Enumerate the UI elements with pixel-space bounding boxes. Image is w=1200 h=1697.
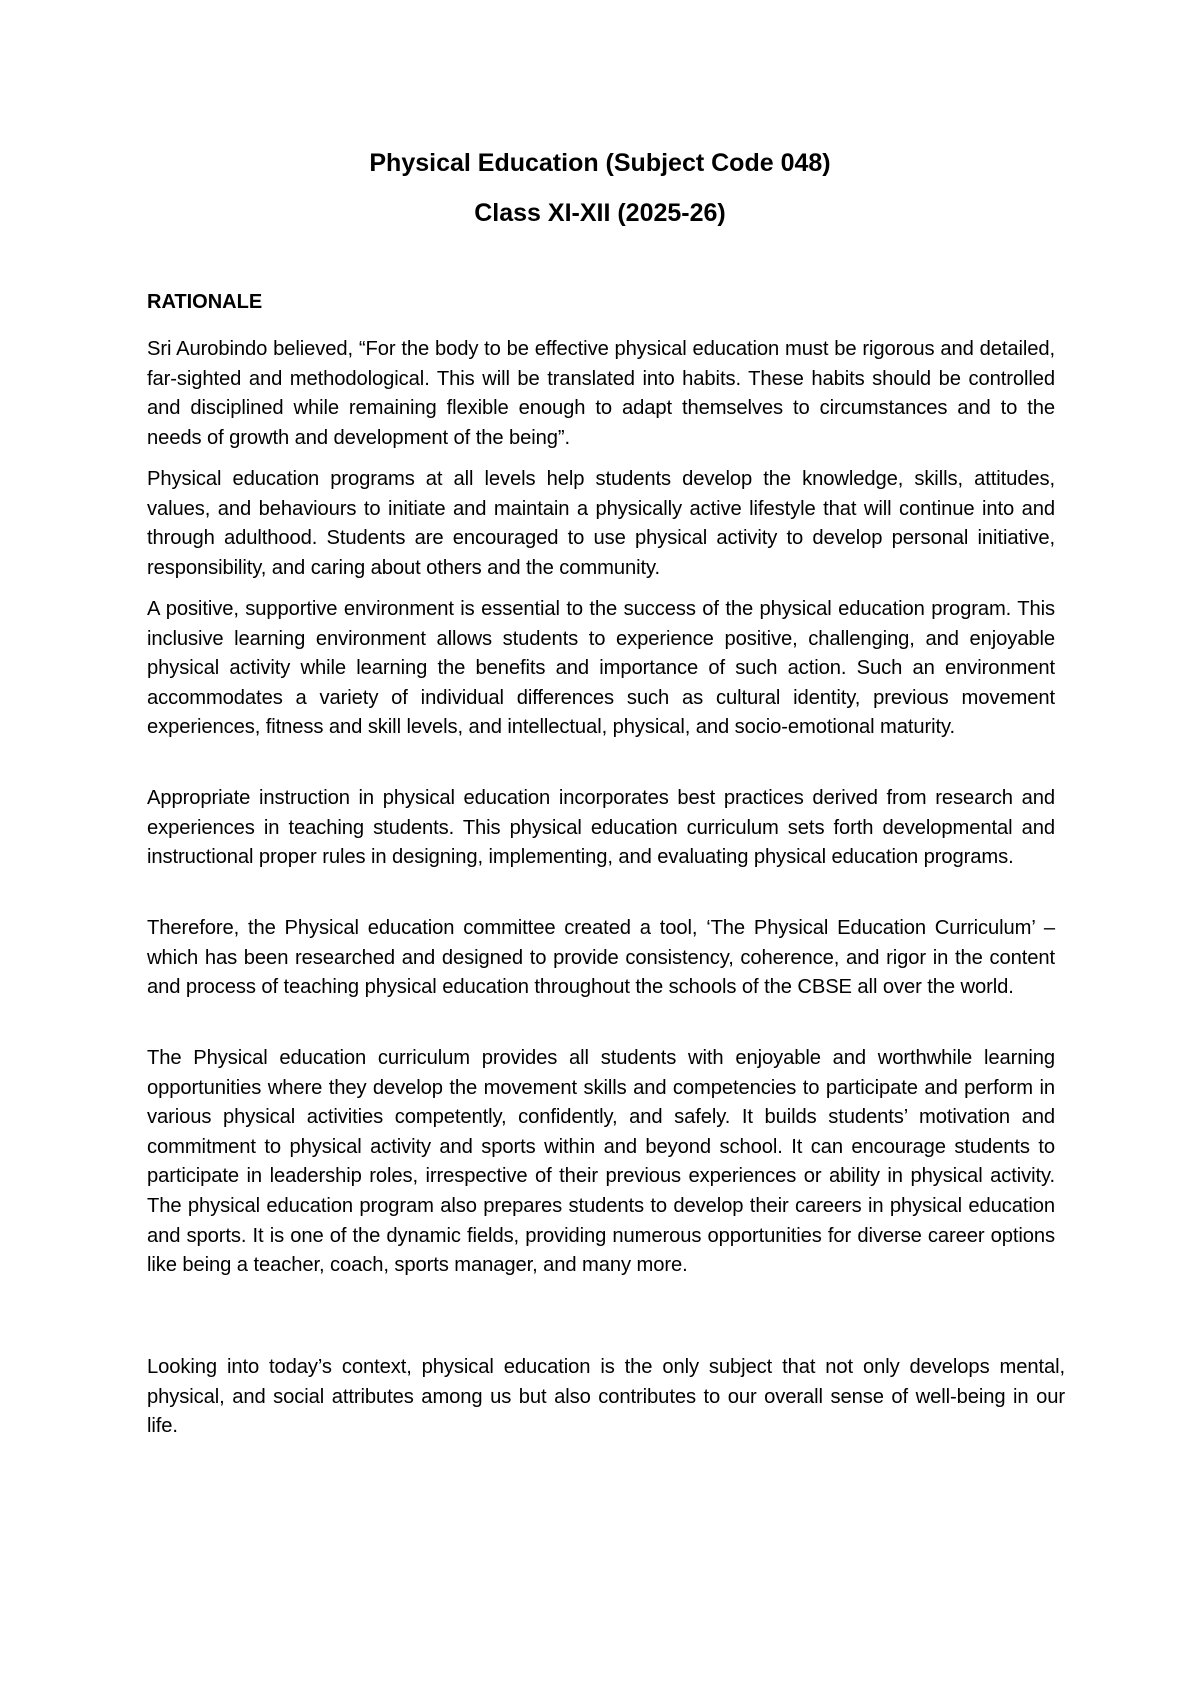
paragraph: Physical education programs at all levels help students develop the knowledge, skills, attitudes, values, and behaviours to initiate and maintain a physically active lifestyle that will continue into and through adulthood. Students are encouraged to use physical activity to develop personal initiative, responsibility, and caring about others and the community.	[147, 468, 1055, 579]
paragraph: Sri Aurobindo believed, “For the body to be effective physical education must be rigorous and detailed, far-sighted and methodological. This will be translated into habits. These habits should be controlled and disciplined while remaining flexible enough to adapt themselves to circumstances and to the needs of growth and development of the being”.	[147, 338, 1055, 449]
paragraph: Appropriate instruction in physical education incorporates best practices derived from research and experiences in teaching students. This physical education curriculum sets forth developmental and instructional proper rules in designing, implementing, and evaluating physical education programs.	[147, 787, 1055, 869]
paragraph: Therefore, the Physical education committee created a tool, ‘The Physical Education Curriculum’ – which has been researched and designed to provide consistency, coherence, and rigor in the content and process of teaching physical education throughout the schools of the CBSE all over the world.	[147, 917, 1055, 999]
paragraph: A positive, supportive environment is essential to the success of the physical education program. This inclusive learning environment allows students to experience positive, challenging, and enjoyable physical activity while learning the benefits and importance of such action. Such an environment accommodates a variety of individual differences such as cultural identity, previous movement experiences, fitness and skill levels, and intellectual, physical, and socio-emotional maturity.	[147, 598, 1055, 739]
paragraph: The Physical education curriculum provides all students with enjoyable and worthwhile learning opportunities where they develop the movement skills and competencies to participate and perform in various physical activities competently, confidently, and safely. It builds students’ motivation and commitment to physical activity and sports within and beyond school. It can encourage students to participate in leadership roles, irrespective of their previous experiences or ability in physical activity. The physical education program also prepares students to develop their careers in physical education and sports. It is one of the dynamic fields, providing numerous opportunities for diverse career options like being a teacher, coach, sports manager, and many more.	[147, 1047, 1055, 1277]
section-heading-rationale: RATIONALE	[147, 291, 263, 313]
document-title: Physical Education (Subject Code 048)	[369, 149, 831, 177]
document-subtitle: Class XI-XII (2025-26)	[474, 199, 726, 227]
paragraph: Looking into today’s context, physical education is the only subject that not only develops mental, physical, and social attributes among us but also contributes to our overall sense of well-being in our life.	[147, 1356, 1065, 1438]
